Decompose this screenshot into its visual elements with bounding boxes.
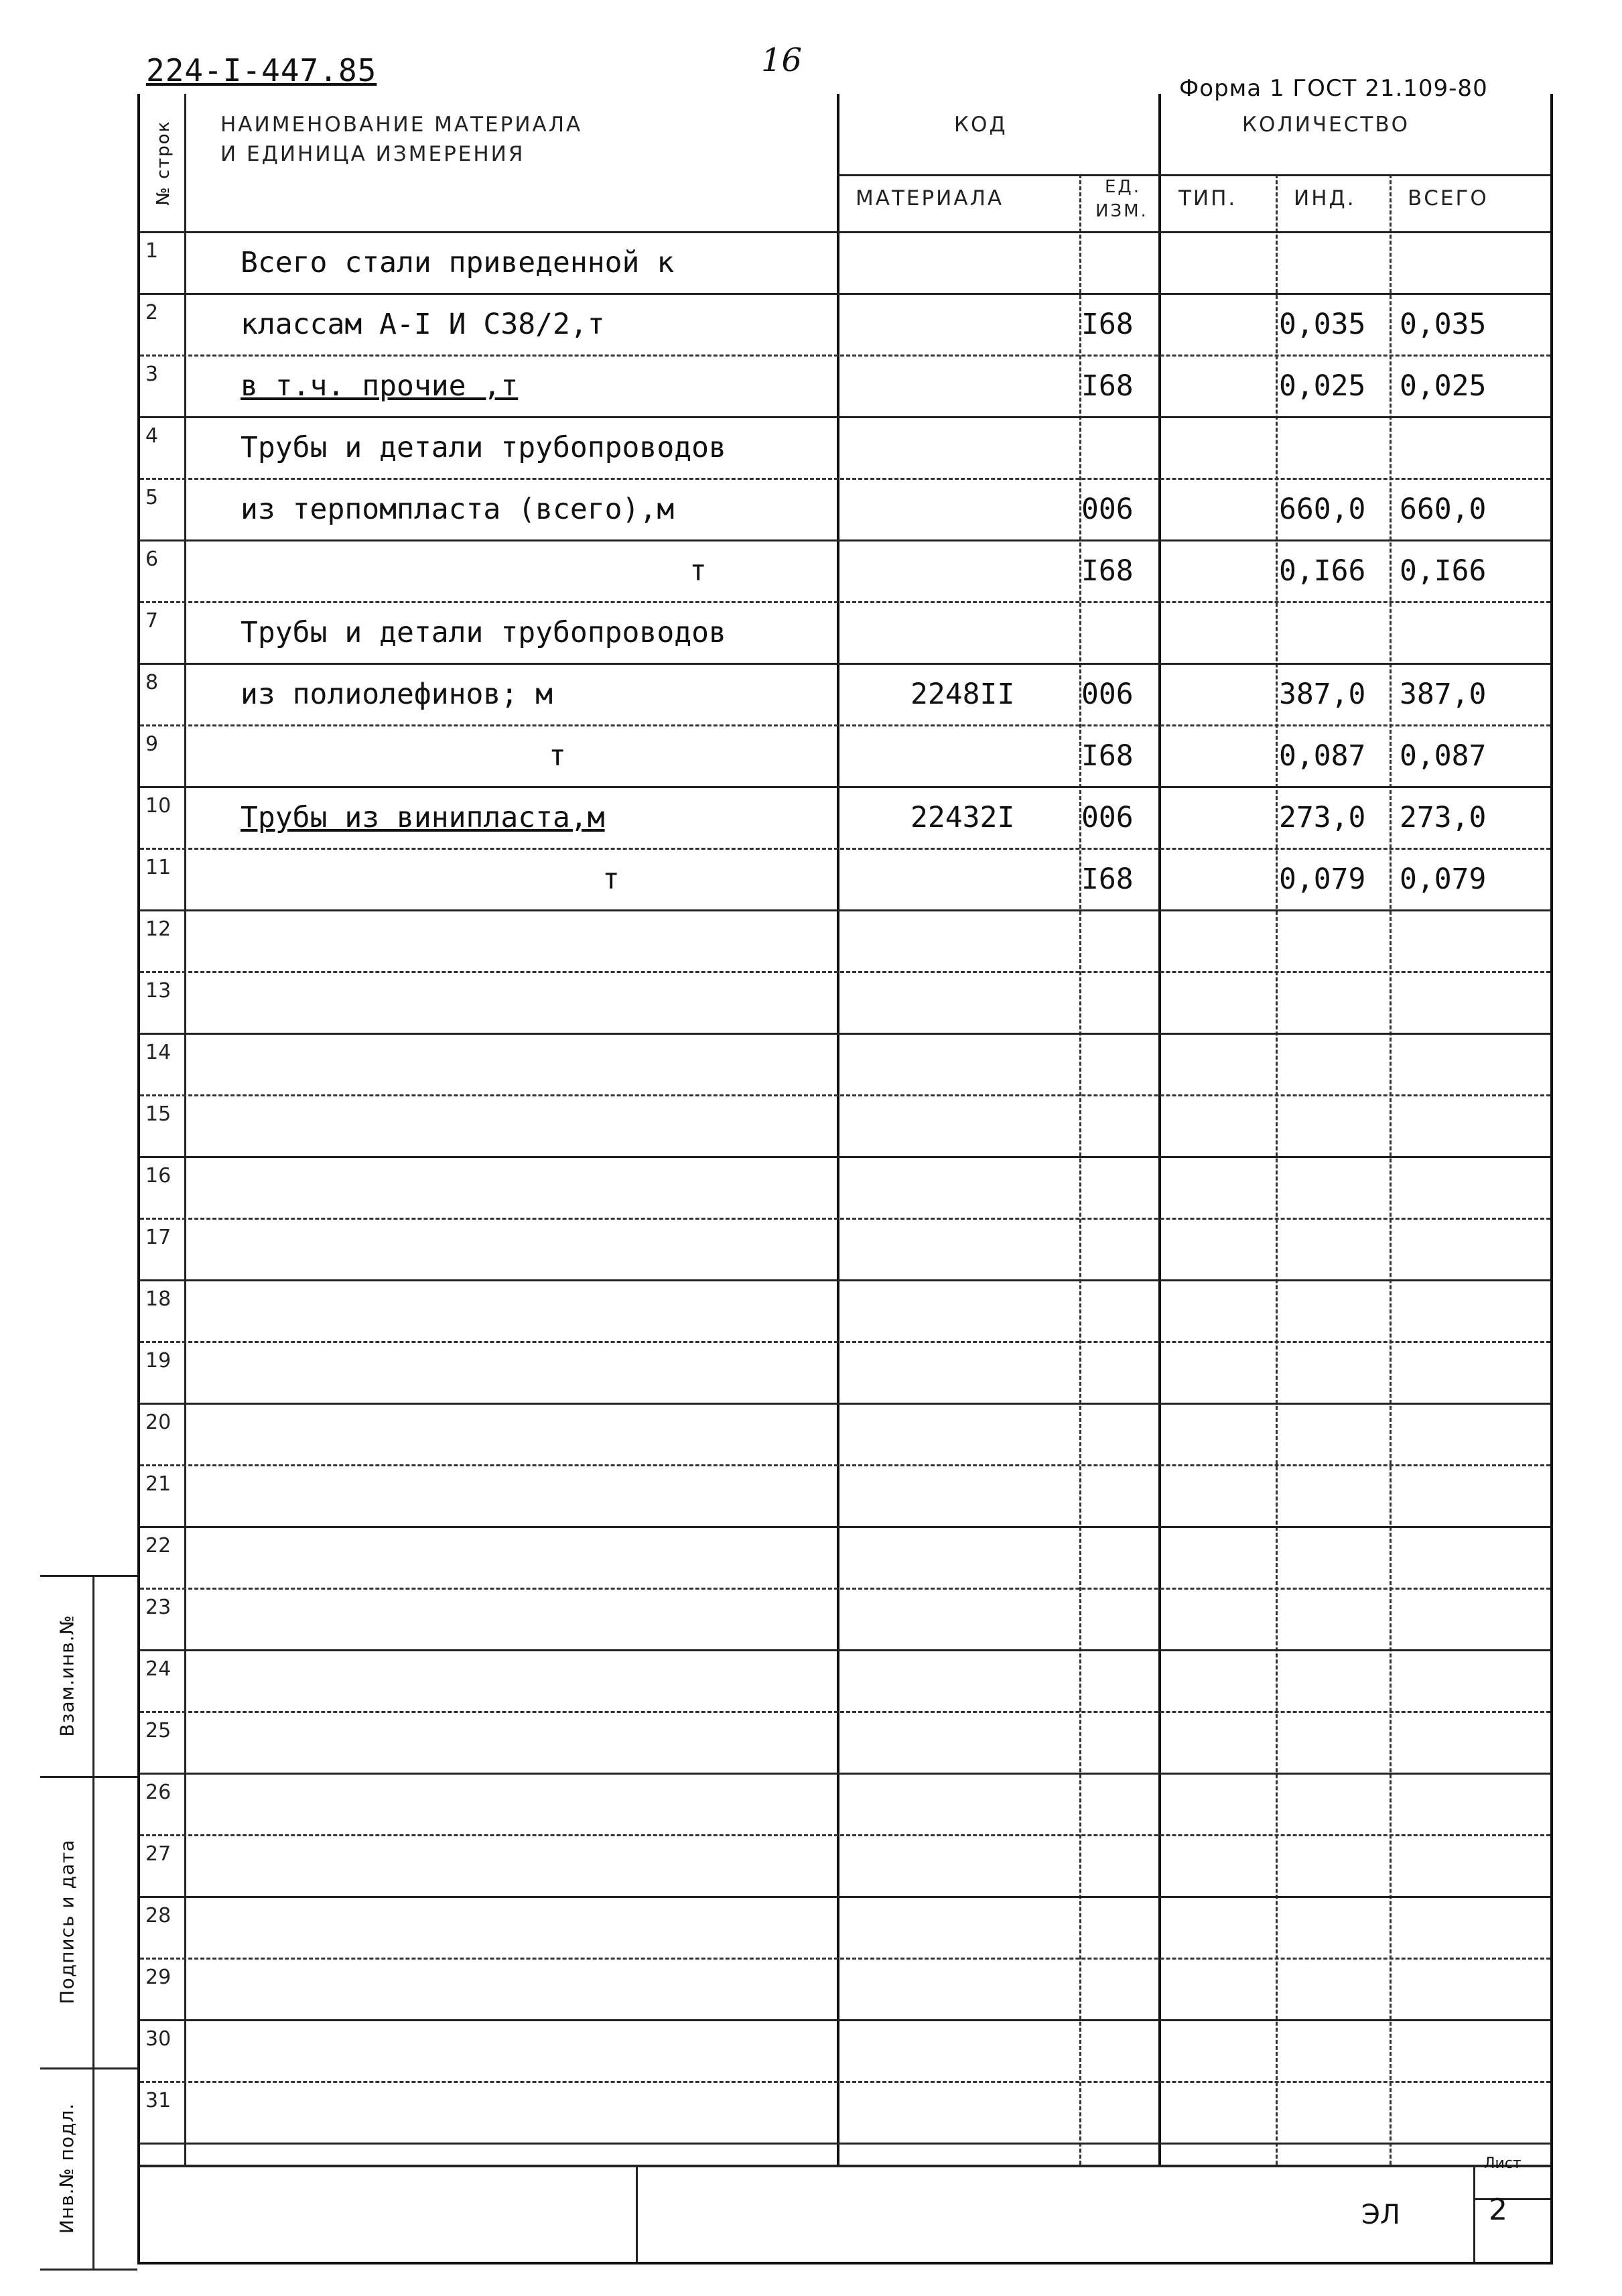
header-name-line2: И ЕДИНИЦА ИЗМЕРЕНИЯ	[220, 142, 525, 166]
row-number: 8	[145, 671, 159, 694]
header-ind: ИНД.	[1294, 186, 1356, 210]
row-number: 10	[145, 794, 172, 818]
table-row	[140, 1156, 1550, 1218]
row-qty-total: 660,0	[1400, 493, 1487, 526]
row-unit-code: I68	[1081, 739, 1134, 773]
header-row-number: № строк	[153, 120, 174, 205]
row-qty-total: 0,087	[1400, 739, 1487, 773]
row-number: 3	[145, 363, 159, 386]
row-number: 28	[145, 1904, 172, 1927]
row-number: 25	[145, 1719, 172, 1742]
row-name: т	[689, 554, 707, 588]
table-row	[140, 1773, 1550, 1834]
specification-sheet	[137, 94, 1553, 2265]
row-name: в т.ч. прочие ,т	[241, 369, 519, 403]
header-quantity-group: КОЛИЧЕСТВО	[1242, 113, 1410, 137]
row-material-code: 22432I	[910, 801, 1015, 834]
row-unit-code: 006	[1081, 493, 1134, 526]
table-row	[140, 1279, 1550, 1341]
row-qty-ind: 0,035	[1279, 308, 1366, 341]
footer-divider-2	[1473, 2165, 1475, 2262]
row-name: классам А-I И С38/2,т	[241, 308, 605, 341]
table-row	[140, 909, 1550, 971]
table-row	[140, 1526, 1550, 1588]
row-qty-ind: 273,0	[1279, 801, 1366, 834]
row-number: 23	[145, 1596, 172, 1619]
row-unit-code: I68	[1081, 369, 1134, 403]
row-qty-ind: 387,0	[1279, 678, 1366, 711]
table-row	[140, 1649, 1550, 1711]
row-rule	[140, 2143, 1550, 2145]
header-total: ВСЕГО	[1408, 186, 1489, 210]
row-unit-code: 006	[1081, 801, 1134, 834]
row-number: 6	[145, 548, 159, 571]
doc-number: 224-I-447.85	[146, 52, 377, 88]
row-number: 20	[145, 1411, 172, 1434]
table-row	[140, 1094, 1550, 1156]
footer-code: ЭЛ	[1361, 2199, 1401, 2230]
table-row	[140, 786, 1550, 848]
table-row	[140, 1033, 1550, 1094]
side-label-replace-inv: Взам.инв.№	[56, 1614, 78, 1737]
row-number: 21	[145, 1472, 172, 1496]
row-qty-ind: 0,025	[1279, 369, 1366, 403]
page-number: 16	[761, 42, 803, 79]
row-name: из терпомпласта (всего),м	[241, 493, 675, 526]
table-row	[140, 231, 1550, 293]
side-stamp-inner-rule	[92, 1575, 94, 2269]
footer-sheet-label: Лист	[1484, 2155, 1522, 2172]
table-row	[140, 601, 1550, 663]
row-unit-code: 006	[1081, 678, 1134, 711]
row-number: 7	[145, 609, 159, 633]
row-qty-total: 0,I66	[1400, 554, 1487, 588]
table-row	[140, 848, 1550, 909]
row-qty-ind: 0,I66	[1279, 554, 1366, 588]
header-typ: ТИП.	[1178, 186, 1237, 210]
row-qty-total: 387,0	[1400, 678, 1487, 711]
row-number: 5	[145, 486, 159, 509]
row-number: 19	[145, 1349, 172, 1373]
footer-top-rule	[140, 2165, 1550, 2167]
table-row	[140, 1588, 1550, 1649]
row-number: 24	[145, 1657, 172, 1681]
header-name-line1: НАИМЕНОВАНИЕ МАТЕРИАЛА	[220, 113, 583, 137]
row-name: Трубы из винипласта,м	[241, 801, 605, 834]
row-number: 13	[145, 979, 172, 1003]
table-row	[140, 355, 1550, 416]
row-number: 12	[145, 917, 172, 941]
row-qty-ind: 660,0	[1279, 493, 1366, 526]
row-name: Трубы и детали трубопроводов	[241, 431, 726, 464]
row-qty-total: 273,0	[1400, 801, 1487, 834]
footer-sheet-rule	[1473, 2198, 1550, 2200]
row-number: 16	[145, 1164, 172, 1188]
header-code-group: КОД	[954, 113, 1008, 137]
row-qty-ind: 0,087	[1279, 739, 1366, 773]
table-row	[140, 1711, 1550, 1773]
table-row	[140, 1341, 1550, 1403]
table-row	[140, 1958, 1550, 2019]
footer-sheet-number: 2	[1489, 2193, 1507, 2227]
table-row	[140, 1403, 1550, 1464]
row-name: т	[549, 739, 566, 773]
side-box-4	[40, 2269, 137, 2271]
row-number: 29	[145, 1966, 172, 1989]
table-row	[140, 1464, 1550, 1526]
row-unit-code: I68	[1081, 308, 1134, 341]
header-group-rule	[837, 174, 1550, 176]
table-row	[140, 539, 1550, 601]
table-row	[140, 416, 1550, 478]
row-number: 30	[145, 2027, 172, 2051]
row-number: 18	[145, 1287, 172, 1311]
row-name: Трубы и детали трубопроводов	[241, 616, 726, 649]
table-row	[140, 478, 1550, 539]
table-row	[140, 293, 1550, 355]
header-unit-line2: ИЗМ.	[1095, 201, 1148, 221]
row-number: 4	[145, 424, 159, 448]
row-qty-total: 0,035	[1400, 308, 1487, 341]
side-stamp	[40, 1575, 137, 2269]
row-number: 31	[145, 2089, 172, 2112]
form-reference: Форма 1 ГОСТ 21.109-80	[1179, 75, 1488, 102]
table-row	[140, 971, 1550, 1033]
table-row	[140, 1218, 1550, 1279]
side-label-signature-date: Подпись и дата	[56, 1839, 78, 2004]
row-number: 2	[145, 301, 159, 324]
table-row	[140, 724, 1550, 786]
header-material: МАТЕРИАЛА	[856, 186, 1004, 210]
row-material-code: 2248II	[910, 678, 1015, 711]
table-row	[140, 2081, 1550, 2143]
row-number: 26	[145, 1781, 172, 1804]
table-row	[140, 663, 1550, 724]
row-number: 11	[145, 856, 172, 879]
header-unit-line1: ЕД.	[1105, 177, 1142, 197]
row-qty-total: 0,025	[1400, 369, 1487, 403]
row-name: т	[602, 863, 620, 896]
footer-divider-1	[636, 2165, 638, 2262]
row-unit-code: I68	[1081, 554, 1134, 588]
row-number: 9	[145, 732, 159, 756]
row-number: 27	[145, 1842, 172, 1866]
row-name: из полиолефинов; м	[241, 678, 553, 711]
row-name: Всего стали приведенной к	[241, 246, 675, 279]
row-qty-total: 0,079	[1400, 863, 1487, 896]
row-number: 1	[145, 239, 159, 263]
table-row	[140, 1896, 1550, 1958]
row-qty-ind: 0,079	[1279, 863, 1366, 896]
side-label-original-inv: Инв.№ подл.	[56, 2102, 78, 2234]
row-number: 14	[145, 1041, 172, 1064]
row-number: 17	[145, 1226, 172, 1249]
row-number: 22	[145, 1534, 172, 1557]
table-row	[140, 2019, 1550, 2081]
row-number: 15	[145, 1102, 172, 1126]
table-row	[140, 1834, 1550, 1896]
row-unit-code: I68	[1081, 863, 1134, 896]
